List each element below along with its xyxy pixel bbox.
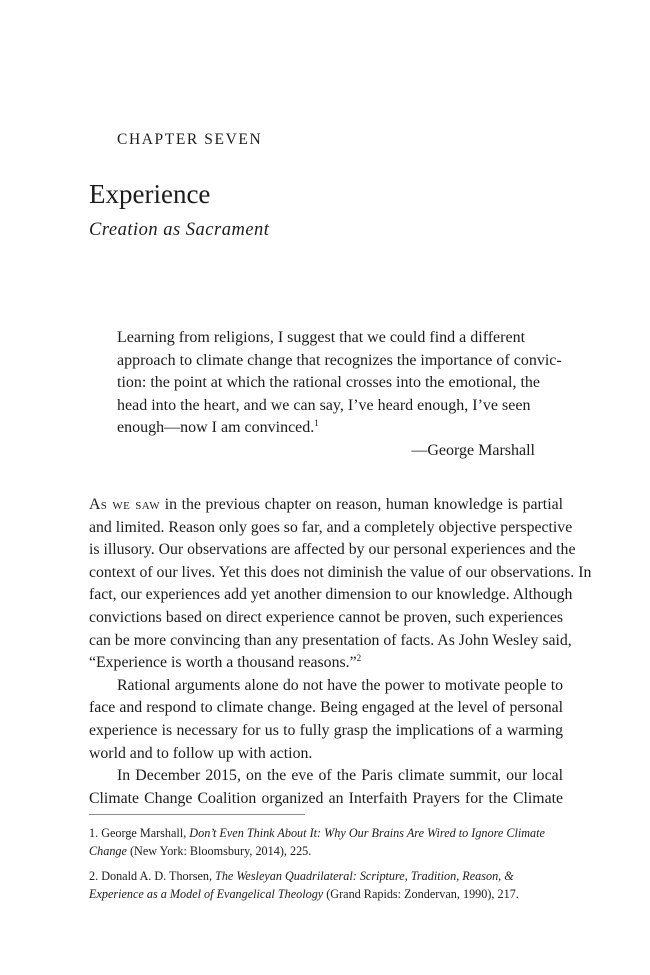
chapter-subtitle: Creation as Sacrament (89, 220, 270, 240)
epigraph-line: Learning from religions, I suggest that we could find a different (117, 329, 526, 346)
footnote-title: Don’t Even Think About It: Why Our Brains Are Wired to Ignore Climate (189, 826, 545, 840)
footnote-ref-2: 2 (356, 653, 362, 664)
opening-smallcaps: As we saw (89, 496, 161, 513)
epigraph-line: approach to climate change that recognizes the importance of convic- (117, 351, 562, 369)
body-line: can be more convincing than any presentation of facts. As John Wesley said, (89, 631, 572, 649)
footnote-prefix: 2. Donald A. D. Thorsen, (89, 869, 216, 883)
chapter-label: CHAPTER SEVEN (117, 131, 263, 148)
body-line: world and to follow up with action. (89, 744, 313, 762)
body-line (89, 652, 563, 675)
body-line: In December 2015, on the eve of the Paris climate summit, our local (117, 767, 563, 785)
body-line: Rational arguments alone do not have the power to motivate people to (117, 676, 563, 694)
chapter-title: Experience (89, 179, 211, 209)
footnote-line (89, 867, 563, 885)
body-line (89, 494, 563, 517)
epigraph-line: head into the heart, and we can say, I’ve heard enough, I’ve seen (117, 396, 531, 414)
footnote-line (89, 842, 563, 860)
body-line-text: “Experience is worth a thousand reasons.” (89, 654, 357, 672)
body-line: experience is necessary for us to fully grasp the implications of a warming (89, 721, 563, 739)
body-line: fact, our experiences add yet another dimension to our knowledge. Although (89, 586, 573, 604)
footnote-divider (89, 814, 305, 815)
footnotes (89, 824, 563, 903)
footnote-prefix: 1. George Marshall, (89, 826, 190, 840)
footnote-title-cont: Change (89, 844, 127, 858)
footnote-rest: (Grand Rapids: Zondervan, 1990), 217. (323, 887, 519, 901)
footnote-title: The Wesleyan Quadrilateral: Scripture, Tradition, Reason, & (215, 869, 514, 883)
body-text (89, 494, 592, 810)
body-line: convictions based on direct experience cannot be proven, such experiences (89, 608, 563, 626)
footnote-title-cont: Experience as a Model of Evangelical Theology (89, 887, 324, 901)
body-line: context of our lives. Yet this does not diminish the value of our observations. In (89, 563, 592, 581)
footnote-line (89, 824, 563, 842)
body-line-text: in the previous chapter on reason, human knowledge is partial (160, 496, 563, 513)
epigraph-line-text: enough—now I am convinced. (117, 419, 315, 437)
body-line: is illusory. Our observations are affected by our personal experiences and the (89, 541, 576, 559)
footnote-1 (89, 824, 563, 860)
body-line: and limited. Reason only goes so far, and a completely objective perspective (89, 518, 573, 536)
footnote-line (89, 885, 563, 903)
footnote-ref-1: 1 (314, 418, 319, 429)
epigraph-attribution: —George Marshall (411, 441, 535, 459)
epigraph-line-last (117, 417, 535, 440)
body-line: Climate Change Coalition organized an Interfaith Prayers for the Climate (89, 789, 563, 807)
body-line: face and respond to climate change. Being engaged at the level of personal (89, 699, 563, 717)
epigraph-line: tion: the point at which the rational crosses into the emotional, the (117, 374, 541, 392)
epigraph (117, 327, 562, 463)
footnote-rest: (New York: Bloomsbury, 2014), 225. (126, 844, 312, 858)
footnote-2 (89, 867, 563, 903)
